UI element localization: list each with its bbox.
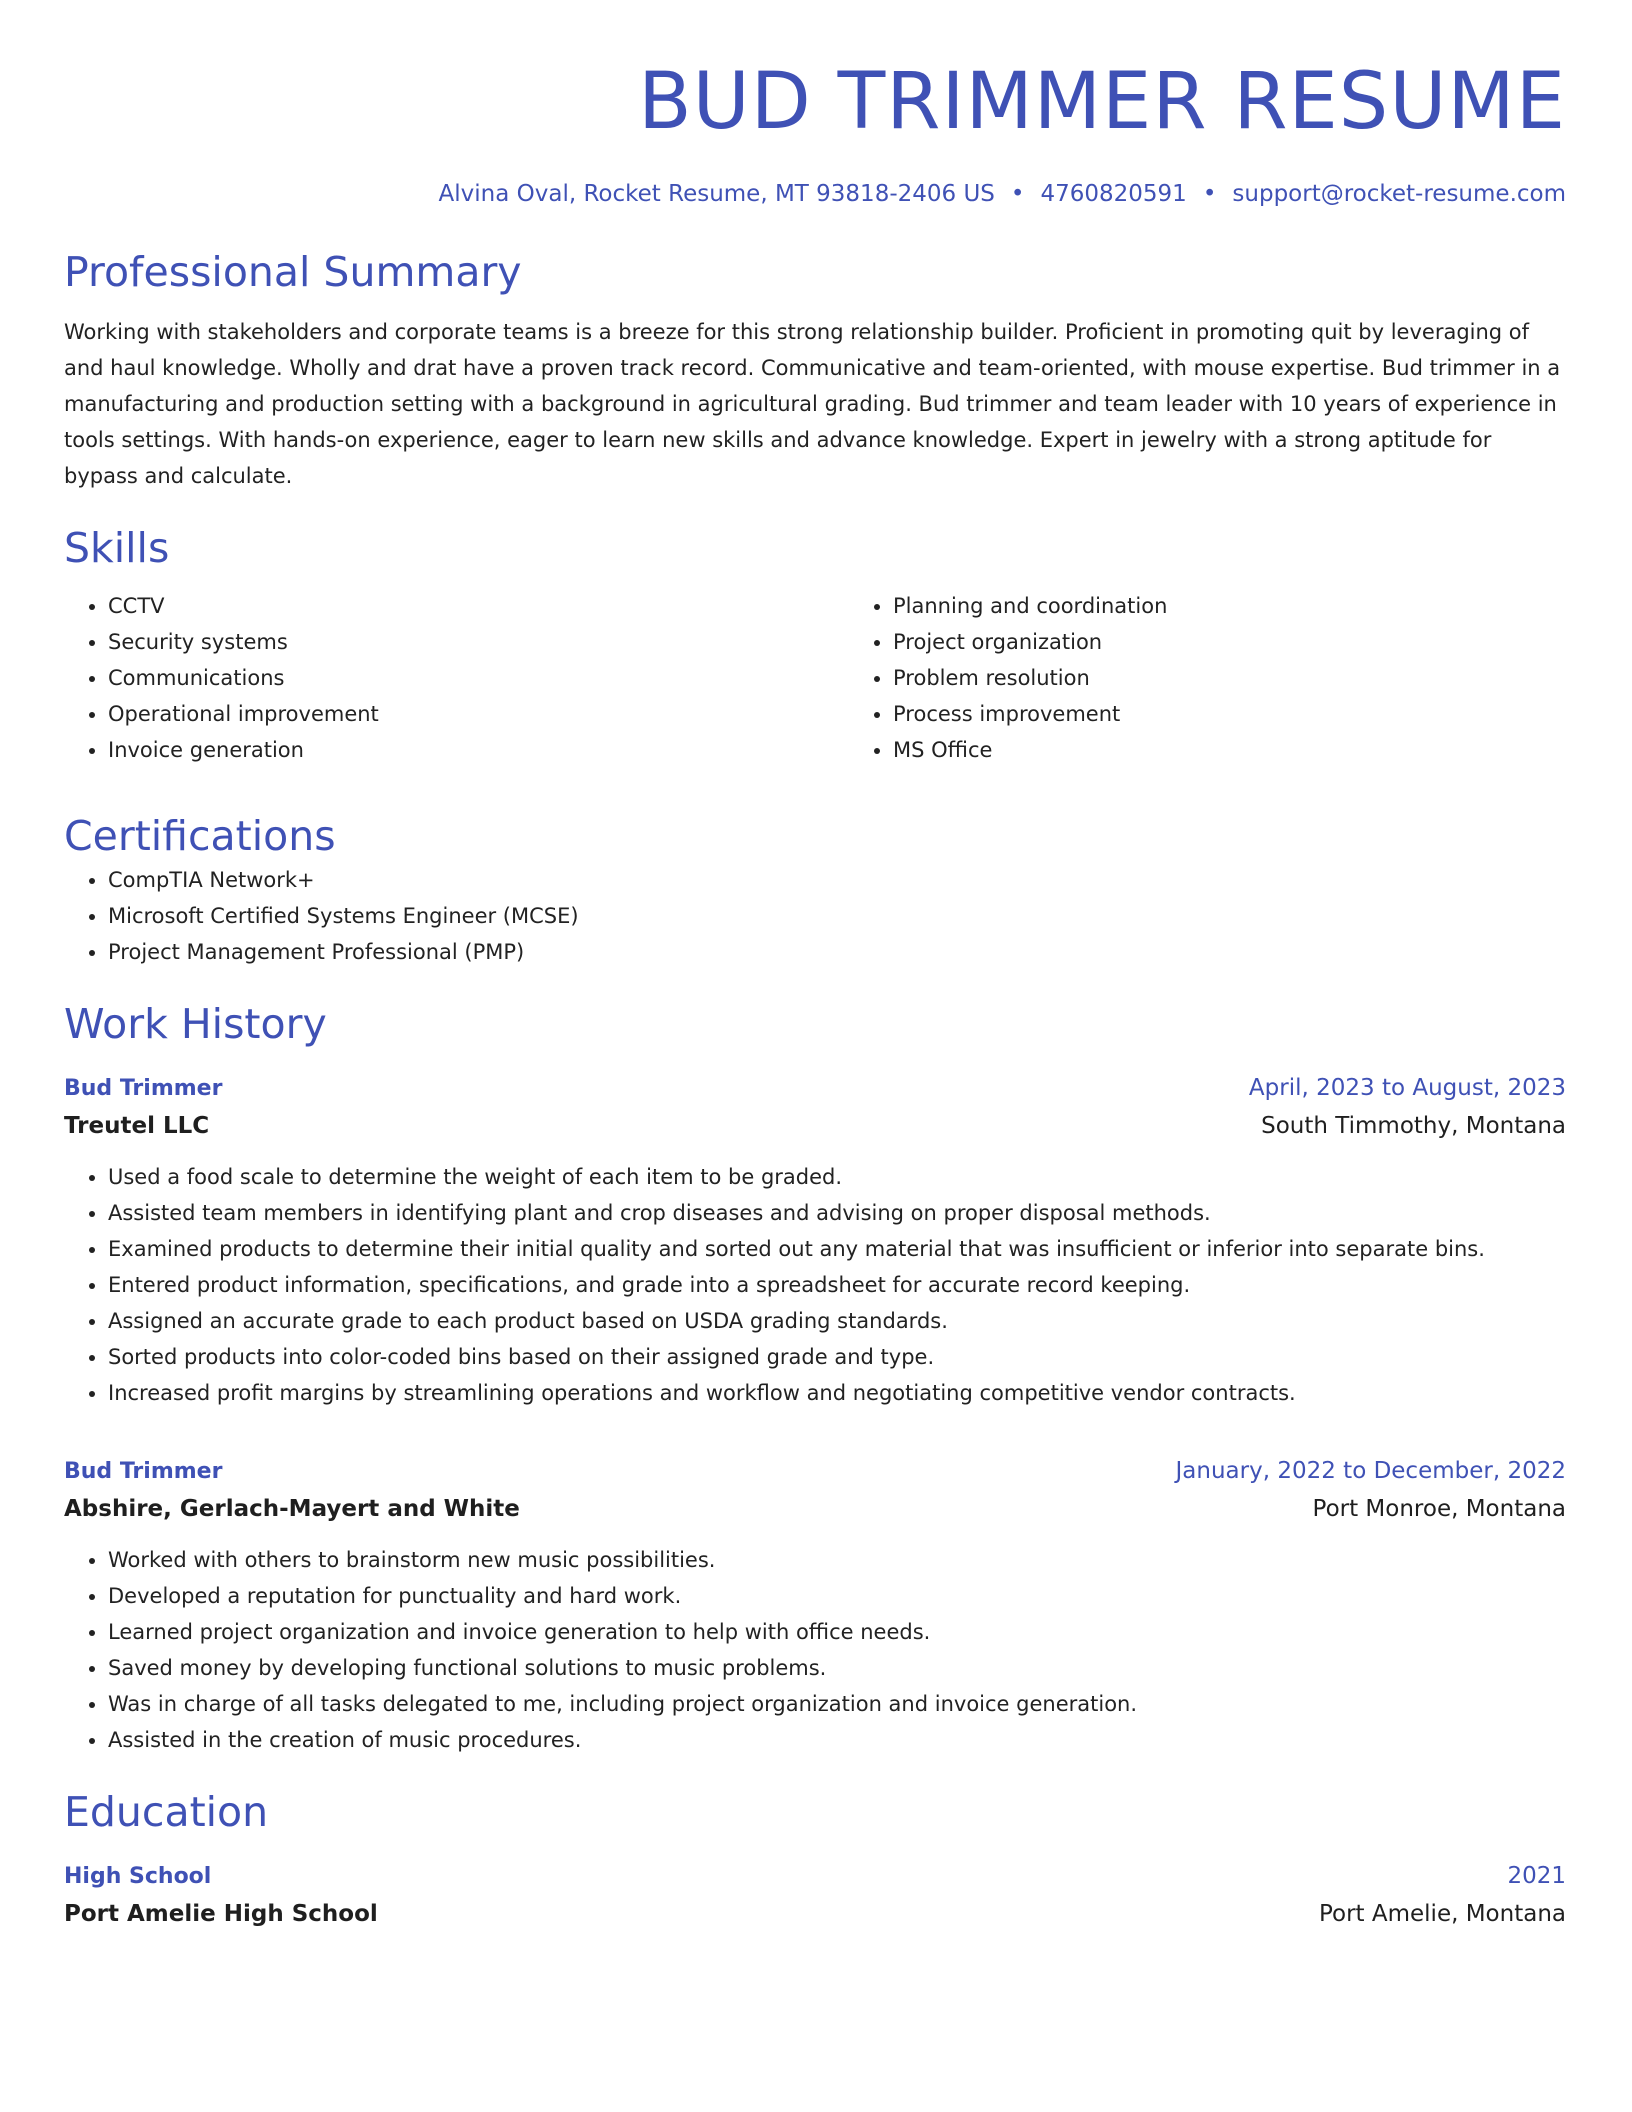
skill-item: • Security systems bbox=[108, 624, 849, 660]
certification-item: • CompTIA Network+ bbox=[108, 862, 1566, 898]
job-duty: • Learned project organization and invoice generation to help with office needs. bbox=[108, 1614, 1566, 1650]
skills-list-left bbox=[64, 588, 849, 768]
job-location: Port Monroe, Montana bbox=[1312, 1496, 1566, 1522]
work-history-heading: Work History bbox=[64, 1000, 327, 1048]
job-entry bbox=[64, 1453, 1566, 1758]
job-company: Abshire, Gerlach-Mayert and White bbox=[64, 1496, 520, 1522]
contact-line bbox=[64, 178, 1566, 210]
job-duty: • Increased profit margins by streamlining operations and workflow and negotiating competitive vendor contracts. bbox=[108, 1375, 1566, 1411]
skill-item: • MS Office bbox=[893, 732, 1632, 768]
job-duty: • Worked with others to brainstorm new music possibilities. bbox=[108, 1542, 1566, 1578]
skill-item: • CCTV bbox=[108, 588, 849, 624]
skill-item: • Communications bbox=[108, 660, 849, 696]
job-duty: • Assisted in the creation of music procedures. bbox=[108, 1722, 1566, 1758]
job-company-row bbox=[64, 1490, 1566, 1528]
certification-item: • Microsoft Certified Systems Engineer (MCSE) bbox=[108, 898, 1566, 934]
job-dates: April, 2023 to August, 2023 bbox=[1248, 1075, 1566, 1101]
skill-item: • Problem resolution bbox=[893, 660, 1632, 696]
job-duties-list bbox=[64, 1159, 1566, 1411]
job-location: South Timmothy, Montana bbox=[1261, 1113, 1566, 1139]
skill-item: • Operational improvement bbox=[108, 696, 849, 732]
certifications-heading: Certifications bbox=[64, 812, 336, 860]
job-duty: • Sorted products into color-coded bins based on their assigned grade and type. bbox=[108, 1339, 1566, 1375]
education-degree: High School bbox=[64, 1864, 212, 1889]
job-company: Treutel LLC bbox=[64, 1113, 210, 1139]
education-school: Port Amelie High School bbox=[64, 1901, 378, 1927]
job-role: Bud Trimmer bbox=[64, 1076, 223, 1101]
job-duty: • Used a food scale to determine the weight of each item to be graded. bbox=[108, 1159, 1566, 1195]
skill-item: • Process improvement bbox=[893, 696, 1632, 732]
job-duties-list bbox=[64, 1542, 1566, 1758]
skills-grid bbox=[64, 588, 1566, 768]
job-role: Bud Trimmer bbox=[64, 1459, 223, 1484]
job-header-row bbox=[64, 1070, 1566, 1107]
job-duty: • Examined products to determine their initial quality and sorted out any material that was insufficient or inferior into separate bins. bbox=[108, 1231, 1566, 1267]
education-header-row bbox=[64, 1858, 1566, 1895]
skill-item: • Planning and coordination bbox=[893, 588, 1632, 624]
summary-heading: Professional Summary bbox=[64, 248, 522, 296]
education-heading: Education bbox=[64, 1788, 269, 1836]
resume-title: BUD TRIMMER RESUME bbox=[638, 57, 1566, 147]
certifications-list bbox=[64, 862, 1566, 970]
job-company-row bbox=[64, 1107, 1566, 1145]
education-year: 2021 bbox=[1507, 1863, 1566, 1889]
job-duty: • Entered product information, specifications, and grade into a spreadsheet for accurate record keeping. bbox=[108, 1267, 1566, 1303]
summary-text: Working with stakeholders and corporate teams is a breeze for this strong relationship builder. Proficient in promoting quit by leveraging of and haul knowledge. Wholly and drat have a proven track record. Communicative and team-oriented, with mouse expertise. Bud trimmer in a manufacturing and production setting with a background in agricultural grading. Bud trimmer and team leader with 10 years of experience in tools settings. With hands-on experience, eager to learn new skills and advance knowledge. Expert in jewelry with a strong aptitude for bypass and calculate. bbox=[64, 320, 1561, 488]
job-duty: • Assigned an accurate grade to each product based on USDA grading standards. bbox=[108, 1303, 1566, 1339]
contact-phone: 4760820591 bbox=[1040, 181, 1187, 207]
contact-address: Alvina Oval, Rocket Resume, MT 93818-2406 US bbox=[438, 181, 995, 207]
job-duty: • Developed a reputation for punctuality and hard work. bbox=[108, 1578, 1566, 1614]
certification-item: • Project Management Professional (PMP) bbox=[108, 934, 1566, 970]
contact-separator: • bbox=[1202, 181, 1217, 207]
job-duty: • Saved money by developing functional solutions to music problems. bbox=[108, 1650, 1566, 1686]
education-location: Port Amelie, Montana bbox=[1318, 1901, 1566, 1927]
job-dates: January, 2022 to December, 2022 bbox=[1175, 1458, 1566, 1484]
education-entry bbox=[64, 1858, 1566, 1933]
job-entry bbox=[64, 1070, 1566, 1411]
skills-list-right bbox=[849, 588, 1632, 768]
skill-item: • Invoice generation bbox=[108, 732, 849, 768]
skills-heading: Skills bbox=[64, 524, 170, 572]
job-header-row bbox=[64, 1453, 1566, 1490]
job-duty: • Assisted team members in identifying plant and crop diseases and advising on proper disposal methods. bbox=[108, 1195, 1566, 1231]
job-duty: • Was in charge of all tasks delegated to me, including project organization and invoice generation. bbox=[108, 1686, 1566, 1722]
education-school-row bbox=[64, 1895, 1566, 1933]
resume-page bbox=[64, 0, 1566, 1933]
skill-item: • Project organization bbox=[893, 624, 1632, 660]
contact-separator: • bbox=[1010, 181, 1025, 207]
contact-email: support@rocket-resume.com bbox=[1232, 181, 1566, 207]
